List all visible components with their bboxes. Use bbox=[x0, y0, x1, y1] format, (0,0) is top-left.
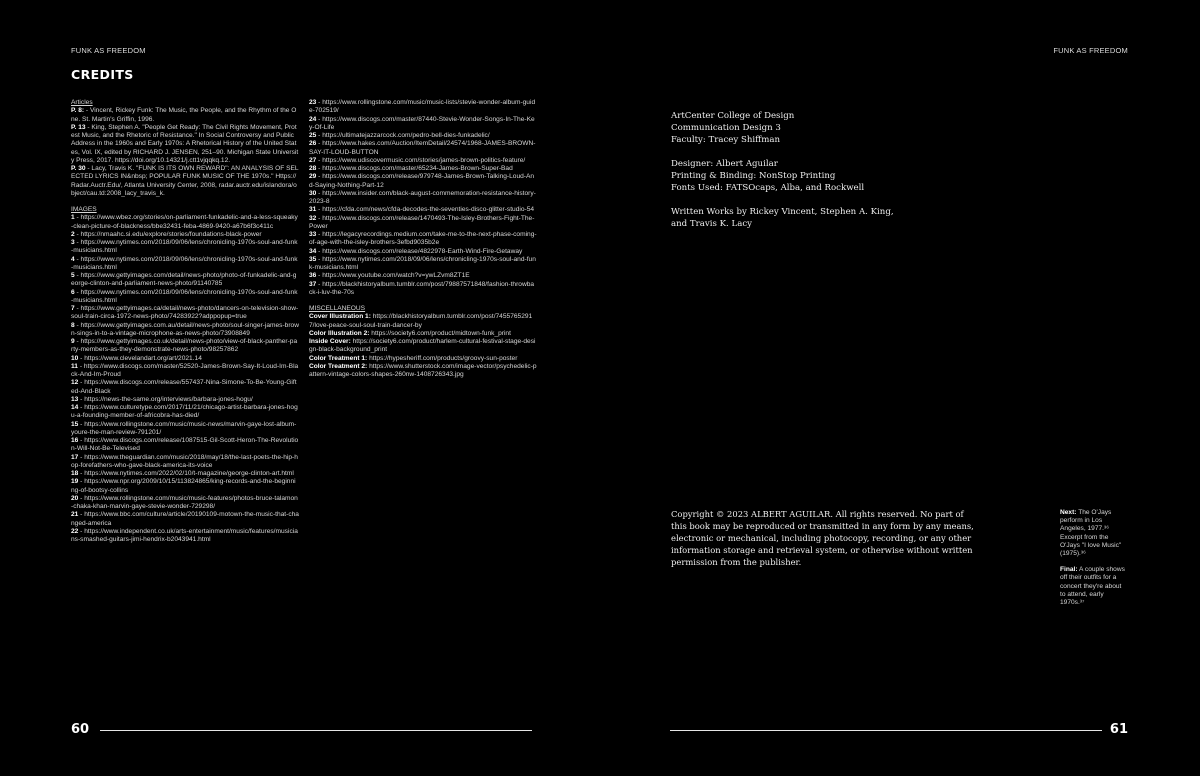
credit-number: 34 bbox=[309, 247, 317, 255]
credit-text: - Lacy, Travis K. "FUNK IS ITS OWN REWARD": AN ANALYSIS OF SELECTED LYRICS IN&nbsp; POPULAR FUNK MUSIC OF THE 1970s." Https://Radar.Auctr.Edu/, Atlanta University Center, 2008, radar.auctr.edu/islandora/object/cau.td:2008_lacy_travis_k. bbox=[71, 165, 299, 197]
credit-number: 32 bbox=[309, 214, 317, 222]
credit-entry bbox=[71, 289, 299, 306]
credit-number: 15 bbox=[71, 420, 79, 428]
page-number: 60 bbox=[71, 722, 90, 737]
credit-entry bbox=[71, 322, 299, 339]
credit-entry bbox=[71, 404, 299, 421]
credit-text: - https://www.gettyimages.com.au/detail/news-photo/soul-singer-james-brown-sings-in-to-a-vintage-microphone-as-news-photo/73908849 bbox=[71, 321, 299, 337]
credit-entry bbox=[309, 256, 537, 273]
credit-entry bbox=[309, 272, 537, 280]
credit-entry bbox=[71, 470, 299, 478]
credit-entry bbox=[309, 231, 537, 248]
credit-text: - https://www.discogs.com/release/557437-Nina-Simone-To-Be-Young-Gifted-And-Black bbox=[71, 379, 297, 395]
caption-label: Final: bbox=[1060, 566, 1078, 574]
section-heading: IMAGES bbox=[71, 206, 97, 213]
photo-captions bbox=[1060, 509, 1128, 615]
credit-entry bbox=[309, 116, 537, 133]
faculty-line: Faculty: Tracey Shiffman bbox=[671, 135, 781, 145]
credit-entry bbox=[71, 305, 299, 322]
credit-text: - https://www.discogs.com/master/65234-James-Brown-Super-Bad bbox=[316, 165, 513, 172]
credit-text: - https://www.youtube.com/watch?v=ywLZvm8ZT1E bbox=[316, 272, 470, 280]
credit-text: - https://www.nytimes.com/2018/09/06/lens/chronicling-1970s-soul-and-funk-musicians.html bbox=[71, 239, 298, 255]
credit-text: - https://www.nytimes.com/2018/09/06/lens/chronicling-1970s-soul-and-funk-musicians.html bbox=[71, 255, 298, 271]
credit-text: - https://www.culturetype.com/2017/11/21/chicago-artist-barbara-jones-hogu-a-founding-member-of-africobra-has-died/ bbox=[71, 404, 298, 420]
credit-entry bbox=[71, 214, 299, 231]
course-line: Communication Design 3 bbox=[671, 123, 781, 133]
credit-entry bbox=[71, 454, 299, 471]
credit-text: - https://www.nytimes.com/2018/09/06/lens/chronicling-1970s-soul-and-funk-musicians.html bbox=[309, 255, 536, 271]
credit-entry bbox=[309, 140, 537, 157]
credit-number: P. 8: bbox=[71, 107, 85, 115]
credit-number: 26 bbox=[309, 140, 317, 148]
credit-entry bbox=[309, 165, 537, 173]
credit-entry bbox=[71, 421, 299, 438]
school-line: ArtCenter College of Design bbox=[671, 111, 795, 121]
copyright-notice: Copyright © 2023 ALBERT AGUILAR. All rights reserved. No part of this book may be reproduced or transmitted in any form by any means, electronic or mechanical, including photocopy, recording, or any other information storage and retrieval system, or otherwise without written permission from the publisher. bbox=[671, 509, 974, 567]
running-head: FUNK AS FREEDOM bbox=[71, 46, 146, 55]
credit-entry bbox=[71, 355, 299, 363]
credit-entry bbox=[71, 511, 299, 528]
credit-entry bbox=[71, 338, 299, 355]
credit-text: - https://legacyrecordings.medium.com/take-me-to-the-next-phase-coming-of-age-with-the-isley-brothers-3efbd9035b2e bbox=[309, 231, 537, 247]
credit-number: 22 bbox=[71, 527, 79, 535]
credit-text: - https://www.rollingstone.com/music/music-news/marvin-gaye-lost-album-youre-the-man-review-791201/ bbox=[71, 420, 297, 436]
credit-text: - https://www.discogs.com/master/52520-James-Brown-Say-It-Loud-Im-Black-And-Im-Proud bbox=[71, 362, 299, 378]
credit-entry bbox=[71, 528, 299, 545]
credit-number: 18 bbox=[71, 470, 79, 477]
credit-entry bbox=[309, 248, 537, 256]
credit-entry bbox=[71, 165, 299, 198]
designer-line: Designer: Albert Aguilar bbox=[671, 159, 778, 169]
caption-label: Next: bbox=[1060, 509, 1077, 516]
credit-entry bbox=[309, 190, 537, 207]
credit-number: 6 bbox=[71, 288, 75, 296]
caption-final bbox=[1060, 566, 1128, 607]
credit-number: Inside Cover: bbox=[309, 338, 351, 345]
credit-number: 31 bbox=[309, 206, 317, 214]
credit-number: 7 bbox=[71, 305, 75, 312]
footer-rule bbox=[670, 730, 1102, 731]
credit-entry bbox=[71, 478, 299, 495]
credit-text: - https://www.rollingstone.com/music/music-features/photos-bruce-talamon-chaka-khan-marvin-gaye-stevie-wonder-729298/ bbox=[71, 494, 298, 510]
right-page bbox=[600, 0, 1200, 776]
credit-text: - https://ultimatejazzarcock.com/pedro-bell-dies-funkadelic/ bbox=[316, 132, 490, 139]
credit-entry bbox=[309, 363, 537, 380]
credit-entry bbox=[71, 256, 299, 273]
credit-text: - https://www.discogs.com/release/1470493-The-Isley-Brothers-Fight-The-Power bbox=[309, 214, 535, 230]
credit-number: 25 bbox=[309, 132, 317, 139]
credit-text: - https://www.npr.org/2009/10/15/113824865/king-records-and-the-beginning-of-bootsy-collins bbox=[71, 478, 296, 494]
credit-number: 30 bbox=[309, 189, 317, 197]
credit-number: 12 bbox=[71, 379, 79, 387]
credit-number: 20 bbox=[71, 494, 79, 502]
credit-number: 13 bbox=[71, 395, 79, 403]
production-info bbox=[671, 158, 941, 194]
credit-entry bbox=[71, 124, 299, 165]
written-works-line: Written Works by Rickey Vincent, Stephen A. King, and Travis K. Lacy bbox=[671, 207, 894, 229]
credits-column-1 bbox=[71, 99, 299, 544]
credit-entry bbox=[309, 355, 537, 363]
caption-text: A couple shows off their outfits for a concert they're about to attend, early 1970s.³⁷ bbox=[1060, 566, 1125, 607]
credit-text: https://www.shutterstock.com/image-vector/psychedelic-pattern-vintage-colors-shapes-260nw-1408726343.jpg bbox=[309, 362, 537, 378]
credit-entry bbox=[309, 215, 537, 232]
credit-text: - https://www.hakes.com/Auction/ItemDetail/24574/1968-JAMES-BROWN-SAY-IT-LOUD-BUTTON bbox=[309, 140, 536, 156]
credit-text: - https://www.discogs.com/release/1087515-Gil-Scott-Heron-The-Revolution-Will-Not-Be-Televised bbox=[71, 437, 299, 453]
credit-number: 8 bbox=[71, 321, 75, 329]
credit-entry bbox=[71, 396, 299, 404]
credit-entry bbox=[309, 99, 537, 116]
credit-number: 9 bbox=[71, 338, 75, 345]
credit-entry bbox=[309, 281, 537, 298]
printing-line: Printing & Binding: NonStop Printing bbox=[671, 171, 836, 181]
credit-number: P. 13 bbox=[71, 123, 86, 131]
credit-text: - https://www.discogs.com/release/979748-James-Brown-Talking-Loud-And-Saying-Nothing-Part-12 bbox=[309, 173, 535, 189]
credit-number: 23 bbox=[309, 99, 317, 106]
credit-number: 27 bbox=[309, 156, 317, 164]
credit-entry bbox=[71, 107, 299, 124]
credit-text: - https://www.theguardian.com/music/2018/may/18/the-last-poets-the-hip-hop-forefathers-who-gave-black-america-its-voice bbox=[71, 453, 298, 469]
credit-number: Color Treatment 2: bbox=[309, 362, 368, 370]
credit-text: https://blackhistoryalbum.tumblr.com/post/74557652917/love-peace-soul-soul-train-dancer-by bbox=[309, 313, 533, 329]
credit-text: https://hypesheriff.com/products/groovy-sun-poster bbox=[367, 354, 518, 362]
page-number: 61 bbox=[1109, 722, 1128, 737]
caption-text: The O'Jays perform in Los Angeles, 1977.³⁶ Excerpt from the O'Jays "I love Music" (1975).³⁶ bbox=[1060, 509, 1122, 558]
credit-number: 4 bbox=[71, 255, 75, 263]
credit-entry bbox=[309, 330, 537, 338]
credit-number: 5 bbox=[71, 272, 75, 279]
credit-entry bbox=[71, 379, 299, 396]
credit-number: 11 bbox=[71, 362, 78, 370]
credit-number: 1 bbox=[71, 214, 75, 222]
credit-number: 36 bbox=[309, 272, 317, 280]
page-title: CREDITS bbox=[71, 67, 134, 82]
credit-number: 14 bbox=[71, 404, 79, 411]
credit-text: - https://www.clevelandart.org/art/2021.14 bbox=[78, 354, 202, 362]
credit-entry bbox=[71, 239, 299, 256]
credit-text: - https://www.bbc.com/culture/article/20190109-motown-the-music-that-changed-america bbox=[71, 511, 299, 527]
credit-number: 3 bbox=[71, 239, 75, 246]
credit-number: 35 bbox=[309, 255, 317, 263]
credit-number: 10 bbox=[71, 354, 79, 362]
credit-entry bbox=[71, 272, 299, 289]
credit-text: - https://nmaahc.si.edu/explore/stories/foundations-black-power bbox=[74, 230, 262, 238]
section-heading: Articles bbox=[71, 99, 93, 106]
credit-number: 2 bbox=[71, 230, 75, 238]
credit-text: - https://www.discogs.com/release/4822978-Earth-Wind-Fire-Getaway bbox=[316, 247, 523, 255]
credit-text: - https://www.gettyimages.ca/detail/news-photo/dancers-on-television-show-soul-train-circa-1972-news-photo/74283922?adppopup=true bbox=[71, 305, 299, 321]
credit-text: - https://www.gettyimages.co.uk/detail/news-photo/view-of-black-panther-party-members-as-they-demonstrate-news-photo/98257862 bbox=[71, 338, 298, 354]
credit-entry bbox=[309, 173, 537, 190]
credit-text: - https://www.gettyimages.com/detail/news-photo/photo-of-funkadelic-and-george-clinton-and-parliament-news-photo/91140785 bbox=[71, 272, 297, 288]
credit-entry bbox=[309, 313, 537, 330]
credit-text: - https://www.insider.com/black-august-commemoration-resistance-history-2023-8 bbox=[309, 189, 536, 205]
credit-number: 29 bbox=[309, 173, 317, 181]
colophon bbox=[671, 110, 941, 230]
credit-number: 17 bbox=[71, 453, 79, 461]
credit-text: - https://news-the-same.org/interviews/barbara-jones-hogu/ bbox=[78, 395, 253, 403]
caption-next bbox=[1060, 509, 1128, 558]
credit-text: https://society6.com/product/harlem-cultural-festival-stage-design-black-background_print bbox=[309, 338, 536, 354]
credit-number: P. 30 bbox=[71, 165, 86, 172]
credits-column-2 bbox=[309, 99, 537, 379]
credit-number: Color Treatment 1: bbox=[309, 354, 368, 362]
running-head: FUNK AS FREEDOM bbox=[1053, 46, 1128, 55]
school-info bbox=[671, 110, 941, 146]
section-heading: MISCELLANEOUS bbox=[309, 305, 366, 312]
credit-entry bbox=[71, 495, 299, 512]
credit-entry bbox=[309, 206, 537, 214]
credit-text: - https://blackhistoryalbum.tumblr.com/post/79887571848/fashion-throwback-i-luv-the-70s bbox=[309, 280, 535, 296]
credit-number: 33 bbox=[309, 231, 317, 238]
credit-number: 24 bbox=[309, 115, 317, 123]
credit-text: - https://www.nytimes.com/2022/02/10/t-magazine/george-clinton-art.html bbox=[78, 470, 294, 477]
credit-text: - https://www.nytimes.com/2018/09/06/lens/chronicling-1970s-soul-and-funk-musicians.html bbox=[71, 288, 298, 304]
credit-entry bbox=[309, 132, 537, 140]
credit-number: 28 bbox=[309, 165, 317, 172]
credit-entry bbox=[309, 157, 537, 165]
footer-rule bbox=[100, 730, 532, 731]
credit-text: - King, Stephen A. "People Get Ready: The Civil Rights Movement, Protest Music, and the Rhetoric of Resistance." In Social Controversy and Public Address in the 1960s and Early 1970s: A Rhetorical History of the United States, Vol. IX, edited by RICHARD J. JENSEN, 251–90. Michigan State University Press, 2017. https://doi.org/10.14321/j.ctt1vjqqkq.12. bbox=[71, 123, 299, 164]
credit-text: - https://cfda.com/news/cfda-decodes-the-seventies-disco-glitter-studio-54 bbox=[316, 206, 535, 214]
credit-number: 19 bbox=[71, 478, 79, 486]
credit-entry bbox=[71, 437, 299, 454]
credit-text: - https://www.udiscovermusic.com/stories/james-brown-politics-feature/ bbox=[316, 156, 526, 164]
credit-number: 37 bbox=[309, 280, 317, 288]
credit-number: 16 bbox=[71, 437, 79, 444]
credit-text: - https://www.rollingstone.com/music/music-lists/stevie-wonder-album-guide-702519/ bbox=[309, 99, 536, 115]
credit-number: 21 bbox=[71, 511, 79, 519]
credit-number: Color Illustration 2: bbox=[309, 329, 370, 337]
fonts-line: Fonts Used: FATSOcaps, Alba, and Rockwell bbox=[671, 183, 865, 193]
credit-entry bbox=[71, 363, 299, 380]
credit-text: - https://www.discogs.com/master/87440-Stevie-Wonder-Songs-In-The-Key-Of-Life bbox=[309, 115, 535, 131]
credit-entry bbox=[71, 231, 299, 239]
credit-text: - https://www.independent.co.uk/arts-entertainment/music/features/musicians-smashed-guitars-jimi-hendrix-b2043941.html bbox=[71, 527, 298, 543]
credit-text: - https://www.wbez.org/stories/on-parliament-funkadelic-and-a-less-squeaky-clean-picture-of-blackness/bbe32431-feba-4869-9420-a67b6f3c411c bbox=[71, 214, 298, 230]
credit-number: Cover Illustration 1: bbox=[309, 313, 371, 321]
credit-text: - Vincent, Rickey Funk: The Music, the People, and the Rhythm of the One. St. Martin's Griffin, 1996. bbox=[71, 107, 297, 123]
credit-text: https://society6.com/product/midtown-funk_print bbox=[369, 329, 511, 337]
credit-entry bbox=[309, 338, 537, 355]
